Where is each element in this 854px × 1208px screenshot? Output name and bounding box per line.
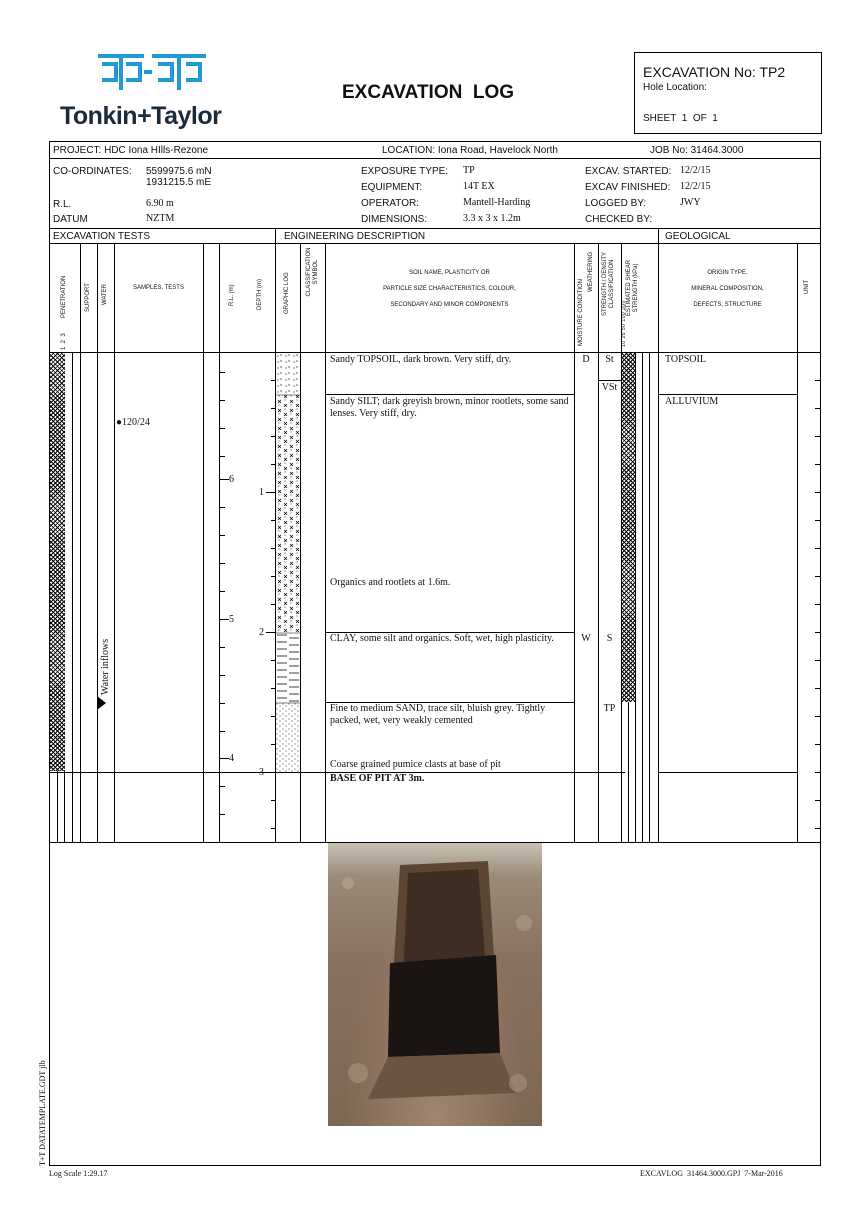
col-classification: CLASSIFICATION SYMBOL	[306, 247, 319, 297]
coordinate-easting: 1931215.5 mE	[146, 177, 212, 188]
test-pit-photo	[328, 843, 542, 1126]
col-moisture: MOISTURE CONDITION	[578, 279, 584, 346]
section-geological: GEOLOGICAL	[665, 231, 731, 242]
col-origin-1: ORIGIN TYPE,	[707, 270, 748, 276]
operator-label: OPERATOR:	[361, 198, 419, 209]
moisture-wet: W	[581, 633, 591, 644]
depth-tick-2: 2	[259, 627, 264, 638]
description-sand: Fine to medium SAND, trace silt, bluish grey. Tightly packed, wet, very weakly cemented	[330, 703, 546, 726]
moisture-dry: D	[582, 354, 590, 365]
hole-location: Hole Location:	[643, 82, 707, 93]
datum-label: DATUM	[53, 214, 88, 225]
col-graphic-log: GRAPHIC LOG	[284, 272, 290, 314]
file-reference: EXCAVLOG 31464.3000.GPJ 7-Mar-2016	[640, 1169, 783, 1178]
strata-boundary	[598, 380, 621, 381]
col-strength: STRENGTH / DENSITY CLASSIFICATION	[602, 252, 615, 317]
project-name: PROJECT: HDC Iona HIlls-Rezone	[53, 145, 209, 156]
sample-value: 120/24	[122, 417, 150, 428]
logged-by-label: LOGGED BY:	[585, 198, 647, 209]
col-shear-scale: 10 25 50 100 200	[621, 300, 627, 347]
job-number: JOB No: 31464.3000	[650, 145, 744, 156]
started-value: 12/2/15	[680, 165, 711, 176]
section-excavation-tests: EXCAVATION TESTS	[53, 231, 151, 242]
rule	[49, 352, 821, 353]
col-penetration-scale: 1 2 3	[61, 333, 67, 350]
rule	[49, 228, 821, 229]
col-water: WATER	[102, 284, 108, 305]
description-pumice: Coarse grained pumice clasts at base of pit	[330, 759, 501, 770]
description-clay: CLAY, some silt and organics. Soft, wet, high plasticity.	[330, 633, 554, 644]
company-logo	[60, 50, 240, 132]
col-origin-3: DEFECTS, STRUCTURE	[693, 302, 762, 308]
project-location: LOCATION: Iona Road, Havelock North	[382, 145, 558, 156]
strata-boundary	[658, 394, 797, 395]
datum-value: NZTM	[146, 213, 175, 224]
strength-very-stiff: VSt	[601, 382, 618, 393]
strength-stiff: St	[605, 354, 614, 365]
rl-tick-6: 6	[229, 474, 234, 485]
geology-alluvium: ALLUVIUM	[665, 396, 719, 407]
col-rl: R.L. (m)	[229, 284, 235, 306]
rl-label: R.L.	[53, 199, 72, 210]
excavation-number: EXCAVATION No: TP2	[643, 64, 786, 80]
page-title: EXCAVATION LOG	[342, 82, 515, 103]
col-weathering: WEATHERING	[588, 251, 594, 292]
col-shear-strength: ESTIMATED SHEAR STRENGTH (kPa)	[626, 259, 639, 317]
strength-tightly-packed: TP	[603, 703, 616, 714]
rl-tick-4: 4	[229, 753, 234, 764]
log-scale: Log Scale 1:29.17	[49, 1169, 108, 1178]
col-soil-name-3: SECONDARY AND MINOR COMPONENTS	[390, 302, 509, 308]
depth-tick-1: 1	[259, 487, 264, 498]
col-origin-2: MINERAL COMPOSITION,	[691, 286, 764, 292]
started-label: EXCAV. STARTED:	[585, 166, 672, 177]
section-engineering-description: ENGINEERING DESCRIPTION	[284, 231, 426, 242]
rl-scale	[219, 352, 229, 842]
tt-logo-mark-icon	[60, 50, 240, 100]
sheet-number: SHEET 1 OF 1	[643, 113, 718, 124]
company-name: Tonkin+Taylor	[60, 102, 222, 130]
exposure-type-value: TP	[463, 165, 475, 176]
sample-test	[116, 417, 150, 428]
col-soil-name-2: PARTICLE SIZE CHARACTERISTICS, COLOUR,	[383, 286, 516, 292]
equipment-label: EQUIPMENT:	[361, 182, 423, 193]
description-topsoil: Sandy TOPSOIL, dark brown. Very stiff, dry.	[330, 354, 512, 365]
col-support: SUPPORT	[85, 283, 91, 312]
unit-scale	[815, 352, 821, 842]
graphic-log	[276, 353, 300, 773]
exposure-type-label: EXPOSURE TYPE:	[361, 166, 449, 177]
template-id: T+T DATATEMPLATE.GDT jlb	[38, 1060, 47, 1166]
dimensions-label: DIMENSIONS:	[361, 214, 428, 225]
sample-dot-icon: ●	[116, 417, 123, 428]
rl-value: 6.90 m	[146, 198, 174, 209]
col-depth: DEPTH (m)	[257, 279, 263, 310]
col-soil-name-1: SOIL NAME, PLASTICITY OR	[409, 270, 490, 276]
col-samples: SAMPLES, TESTS	[133, 285, 184, 291]
excavation-id-box	[634, 52, 822, 134]
shear-strength-bar	[622, 353, 635, 702]
rl-tick-5: 5	[229, 614, 234, 625]
pit-excavation-image	[328, 843, 542, 1126]
water-level-marker-icon	[97, 696, 107, 710]
penetration-bar	[50, 353, 65, 771]
dimensions-value: 3.3 x 3 x 1.2m	[463, 213, 521, 224]
water-inflow-note: Water inflows	[100, 638, 111, 695]
logged-by-value: JWY	[680, 197, 701, 208]
checked-by-label: CHECKED BY:	[585, 214, 653, 225]
coordinate-northing: 5599975.6 mN	[146, 166, 212, 177]
rule	[49, 158, 821, 159]
coordinates-label: CO-ORDINATES:	[53, 166, 132, 177]
operator-value: Mantell-Harding	[463, 197, 531, 208]
description-organics: Organics and rootlets at 1.6m.	[330, 577, 451, 588]
strata-boundary	[325, 394, 574, 395]
description-base: BASE OF PIT AT 3m.	[330, 773, 425, 784]
equipment-value: 14T EX	[463, 181, 495, 192]
rule	[49, 243, 821, 244]
description-silt: Sandy SILT; dark greyish brown, minor rootlets, some sand lenses. Very stiff, dry.	[330, 396, 569, 419]
col-penetration: PENETRATION	[61, 275, 67, 318]
finished-label: EXCAV FINISHED:	[585, 182, 671, 193]
strata-boundary	[658, 772, 797, 773]
strength-soft: S	[606, 633, 613, 644]
col-unit: UNIT	[804, 280, 810, 294]
finished-value: 12/2/15	[680, 181, 711, 192]
geology-topsoil: TOPSOIL	[665, 354, 706, 365]
depth-scale	[266, 352, 276, 842]
